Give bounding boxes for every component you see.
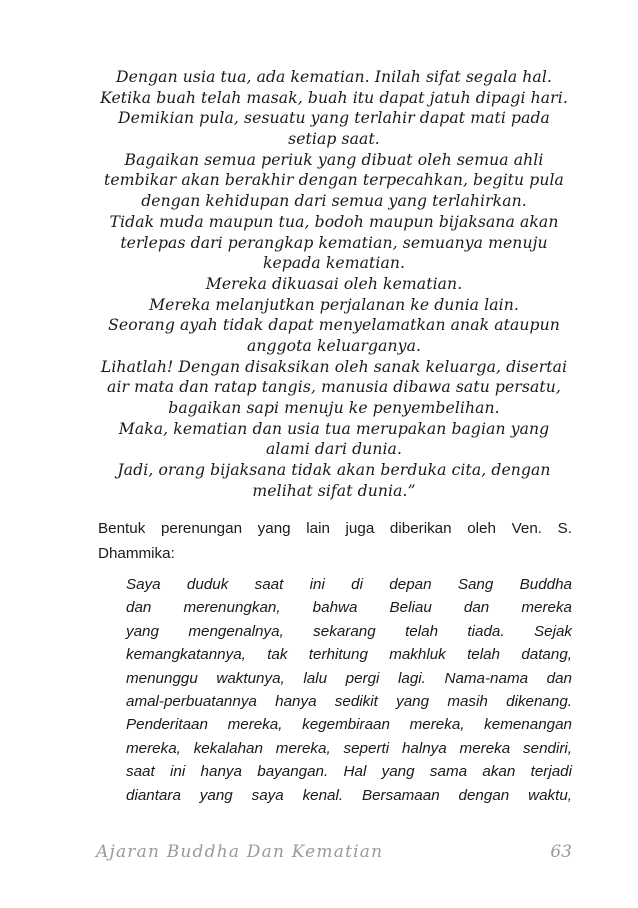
block-quote xyxy=(126,573,572,807)
quote-line: amal-perbuatannya hanya sedikit yang masih dikenang. xyxy=(126,692,572,710)
verse-line: kepada kematian. xyxy=(262,254,406,273)
quote-line: Saya duduk saat ini di depan Sang Buddha xyxy=(126,576,572,593)
quote-line: menunggu waktunya, lalu pergi lagi. Nama-nama dan xyxy=(126,669,572,687)
verse-line: anggota keluarganya. xyxy=(246,336,422,355)
page-number: 63 xyxy=(550,842,572,862)
verse-line: Lihatlah! Dengan disaksikan oleh sanak keluarga, disertai xyxy=(100,357,568,376)
verse-line: Mereka dikuasai oleh kematian. xyxy=(205,274,463,293)
verse-line: Bagaikan semua periuk yang dibuat oleh semua ahli xyxy=(124,150,544,169)
verse-line: Mereka melanjutkan perjalanan ke dunia lain. xyxy=(149,295,519,314)
verse-line: terlepas dari perangkap kematian, semuanya menuju xyxy=(120,233,548,252)
paragraph-line: Dhammika: xyxy=(98,545,175,562)
quote-line: Penderitaan mereka, kegembiraan mereka, kemenangan xyxy=(126,716,572,734)
quote-line: diantara yang saya kenal. Bersamaan dengan waktu, xyxy=(126,786,572,804)
verse-line: Ketika buah telah masak, buah itu dapat jatuh dipagi hari. xyxy=(100,88,568,107)
verse-block xyxy=(96,67,572,501)
body-paragraph xyxy=(98,516,572,566)
verse-line: Maka, kematian dan usia tua merupakan bagian yang xyxy=(118,419,550,438)
verse-line: melihat sifat dunia.” xyxy=(252,481,416,500)
verse-line: Dengan usia tua, ada kematian. Inilah sifat segala hal. xyxy=(116,68,552,86)
verse-line: alami dari dunia. xyxy=(266,440,402,459)
verse-line: setiap saat. xyxy=(288,130,380,149)
verse-line: tembikar akan berakhir dengan terpecahkan, begitu pula xyxy=(104,171,564,190)
verse-line: Jadi, orang bijaksana tidak akan berduka cita, dengan xyxy=(117,461,551,480)
quote-line: yang mengenalnya, sekarang telah tiada. Sejak xyxy=(126,622,572,640)
quote-line: saat ini hanya bayangan. Hal yang sama akan terjadi xyxy=(126,763,572,781)
verse-line: Demikian pula, sesuatu yang terlahir dapat mati pada xyxy=(118,109,550,128)
verse-line: Tidak muda maupun tua, bodoh maupun bijaksana akan xyxy=(109,212,559,231)
quote-line: mereka, kekalahan mereka, seperti halnya mereka sendiri, xyxy=(126,739,572,757)
verse-line: bagaikan sapi menuju ke penyembelihan. xyxy=(168,399,500,417)
verse-line: air mata dan ratap tangis, manusia dibawa satu persatu, xyxy=(107,378,561,397)
quote-line: dan merenungkan, bahwa Beliau dan mereka xyxy=(126,599,572,617)
verse-line: Seorang ayah tidak dapat menyelamatkan anak ataupun xyxy=(108,316,560,335)
quote-line: kemangkatannya, tak terhitung makhluk telah datang, xyxy=(126,646,572,664)
verse-line: dengan kehidupan dari semua yang terlahirkan. xyxy=(141,192,527,211)
paragraph-line: Bentuk perenungan yang lain juga diberikan oleh Ven. S. xyxy=(98,520,572,537)
running-footer-title: Ajaran Buddha Dan Kematian xyxy=(96,842,384,862)
